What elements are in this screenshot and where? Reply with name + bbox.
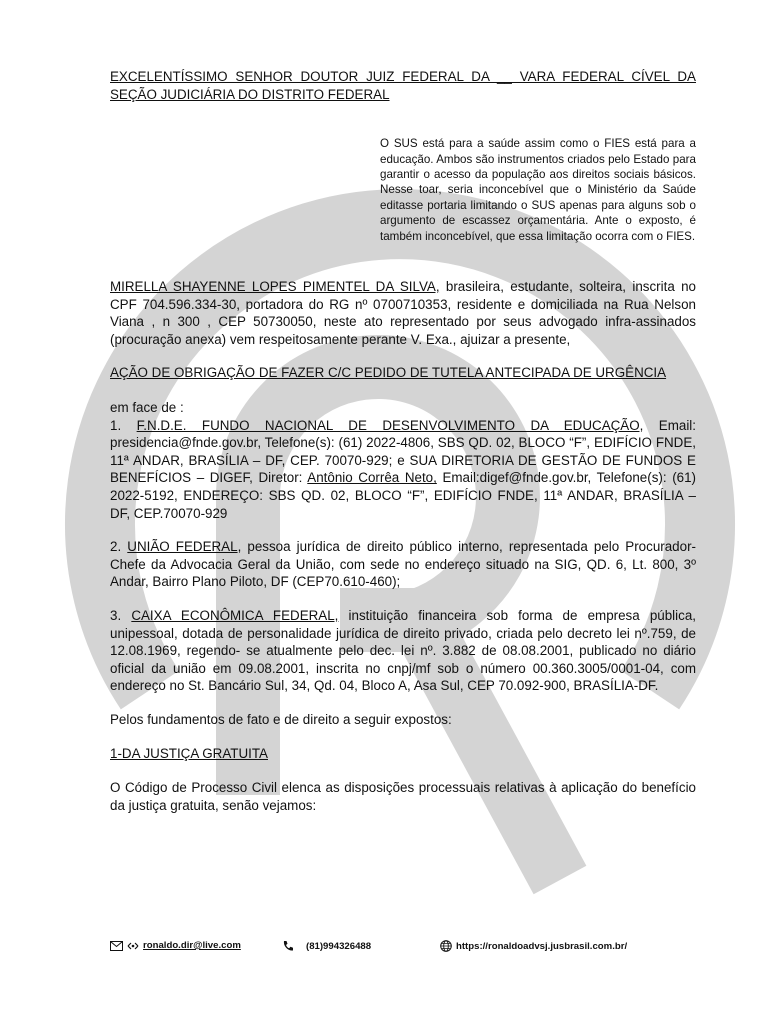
defendant-3: 3. CAIXA ECONÔMICA FEDERAL, instituição financeira sob forma de empresa pública, unipessoal, dotada de personalidade jurídica de direito privado, criada pelo decreto lei nº.759, de 12.08.1969, regendo- se atualmente pelo dec. lei nº. 3.882 de 08.08.2001, publicado no diário oficial da união em 09.08.2001, inscrita no cnpj/mf sob o número 00.360.3005/0001-04, com endereço no St. Bancário Sul, 34, Qd. 04, Bloco A, Asa Sul, CEP 70.092-900, BRASÍLIA-DF. bbox=[110, 607, 696, 694]
court-address-title: EXCELENTÍSSIMO SENHOR DOUTOR JUIZ FEDERAL DA __ VARA FEDERAL CÍVEL DA SEÇÃO JUDICIÁRIA DO DISTRITO FEDERAL bbox=[110, 69, 696, 102]
section-1-text: O Código de Processo Civil elenca as disposições processuais relativas à aplicação do benefício da justiça gratuita, senão vejamos: bbox=[110, 780, 696, 813]
phone-number: (81)994326488 bbox=[306, 940, 372, 952]
action-title: AÇÃO DE OBRIGAÇÃO DE FAZER C/C PEDIDO DE TUTELA ANTECIPADA DE URGÊNCIA bbox=[110, 365, 667, 381]
against-label: em face de : bbox=[110, 400, 184, 415]
defendant-2: 2. UNIÃO FEDERAL, pessoa jurídica de direito público interno, representada pelo Procurador-Chefe da Advocacia Geral da União, com sede no endereço situado na SIG, QD. 6, Lt. 800, 3º Andar, Bairro Plano Piloto, DF (CEP70.610-460); bbox=[110, 539, 696, 590]
footer-phone bbox=[282, 940, 371, 952]
director-name: Antônio Corrêa Neto, bbox=[307, 470, 437, 486]
epigraph: O SUS está para a saúde assim como o FIES está para a educação. Ambos são instrumentos criados pelo Estado para garantir o acesso da população aos direitos sociais básicos. Nesse toar, seria inconcebível que o Ministério da Saúde editasse portaria limitando o SUS apenas para alguns sob o argumento de escassez orçamentária. Ante o exposto, é também inconcebível, que essa limitação ocorra com o FIES. bbox=[380, 137, 696, 243]
website-link[interactable]: https://ronaldoadvsj.jusbrasil.com.br/ bbox=[456, 940, 628, 952]
phone-icon bbox=[282, 940, 294, 952]
defendant-1: 1. F.N.D.E. FUNDO NACIONAL DE DESENVOLVIMENTO DA EDUCAÇÃO, Email: presidencia@fnde.gov.br, Telefone(s): (61) 2022-4806, SBS QD. 02, BLOCO “F”, EDIFÍCIO FNDE, 11ª ANDAR, BRASÍLIA – DF, CEP. 70070-929; e SUA DIRETORIA DE GESTÃO DE FUNDOS E BENEFÍCIOS – DIGEF, Diretor: Antônio Corrêa Neto, Email:digef@fnde.gov.br, Telefone(s): (61) 2022-5192, ENDEREÇO: SBS QD. 02, BLOCO “F”, EDIFÍCIO FNDE, 11ª ANDAR, BRASÍLIA – DF, CEP.70070-929 bbox=[110, 417, 697, 521]
email-link[interactable]: ronaldo.dir@live.com bbox=[143, 940, 241, 951]
globe-icon bbox=[440, 940, 452, 952]
footer-email bbox=[110, 940, 241, 951]
defendant-1-name: F.N.D.E. FUNDO NACIONAL DE DESENVOLVIMENTO DA EDUCAÇÃO, bbox=[136, 417, 644, 433]
footer bbox=[110, 940, 670, 956]
plaintiff-details: brasileira, estudante, solteira, inscrita no CPF 704.596.334-30, portadora do RG nº 0700710353, residente e domiciliada na Rua Nelson Viana , n 300 , CEP 50730050, neste ato representado por seus advogado infra-assinados (procuração anexa) vem respeitosamente perante V. Exa., ajuizar a presente, bbox=[110, 279, 696, 347]
footer-website bbox=[440, 940, 627, 952]
grounds-paragraph: Pelos fundamentos de fato e de direito a seguir expostos: bbox=[110, 711, 452, 727]
defendant-2-name: UNIÃO FEDERAL bbox=[127, 539, 238, 555]
envelope-icon bbox=[110, 941, 123, 951]
plaintiff-paragraph bbox=[110, 278, 696, 348]
at-icon bbox=[127, 941, 139, 951]
section-1-title: 1-DA JUSTIÇA GRATUITA bbox=[110, 745, 268, 761]
plaintiff-name: MIRELLA SHAYENNE LOPES PIMENTEL DA SILVA, bbox=[110, 279, 440, 295]
defendant-3-name: CAIXA ECONÔMICA FEDERAL, bbox=[131, 607, 339, 623]
document-body bbox=[110, 68, 696, 830]
